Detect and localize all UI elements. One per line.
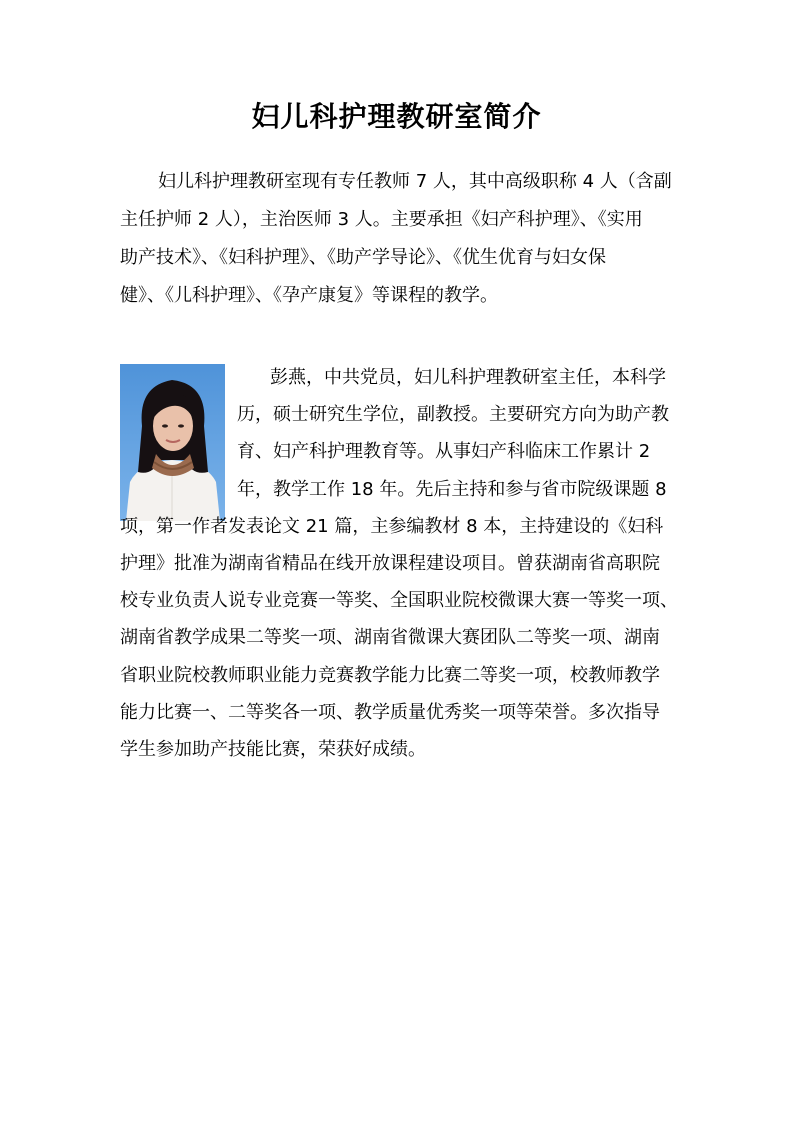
bio-line: 湖南省教学成果二等奖一项、湖南省微课大赛团队二等奖一项、湖南 bbox=[120, 627, 660, 649]
intro-line: 主任护师 2 人），主治医师 3 人。主要承担《妇产科护理》、《实用 bbox=[120, 209, 643, 230]
bio-line: 育、妇产科护理教育等。从事妇产科临床工作累计 2 bbox=[237, 441, 651, 463]
bio-line: 历，硕士研究生学位，副教授。主要研究方向为助产教 bbox=[237, 404, 669, 426]
intro-line: 助产技术》、《妇科护理》、《助产学导论》、《优生优育与妇女保 bbox=[120, 247, 606, 268]
bio-line: 省职业院校教师职业能力竞赛教学能力比赛二等奖一项，校教师教学 bbox=[120, 664, 660, 686]
bio-line: 年，教学工作 18 年。先后主持和参与省市院级课题 8 bbox=[237, 478, 667, 500]
intro-line: 健》、《儿科护理》、《孕产康复》等课程的教学。 bbox=[120, 285, 498, 306]
intro-paragraph bbox=[120, 163, 685, 315]
bio-line: 护理》批准为湖南省精品在线开放课程建设项目。曾获湖南省高职院 bbox=[120, 553, 660, 575]
bio-line: 项，第一作者发表论文 21 篇，主参编教材 8 本，主持建设的《妇科 bbox=[120, 515, 664, 537]
bio-line: 校专业负责人说专业竞赛一等奖、全国职业院校微课大赛一等奖一项、 bbox=[120, 590, 678, 612]
page-title: 妇儿科护理教研室简介 bbox=[251, 100, 542, 133]
bio-line: 能力比赛一、二等奖各一项、教学质量优秀奖一项等荣誉。多次指导 bbox=[120, 701, 660, 723]
bio-line: 彭燕，中共党员，妇儿科护理教研室主任，本科学 bbox=[270, 367, 666, 388]
bio-paragraph bbox=[120, 359, 685, 768]
bio-line: 学生参加助产技能比赛，荣获好成绩。 bbox=[120, 739, 426, 761]
intro-line: 妇儿科护理教研室现有专任教师 7 人，其中高级职称 4 人（含副 bbox=[158, 171, 672, 192]
